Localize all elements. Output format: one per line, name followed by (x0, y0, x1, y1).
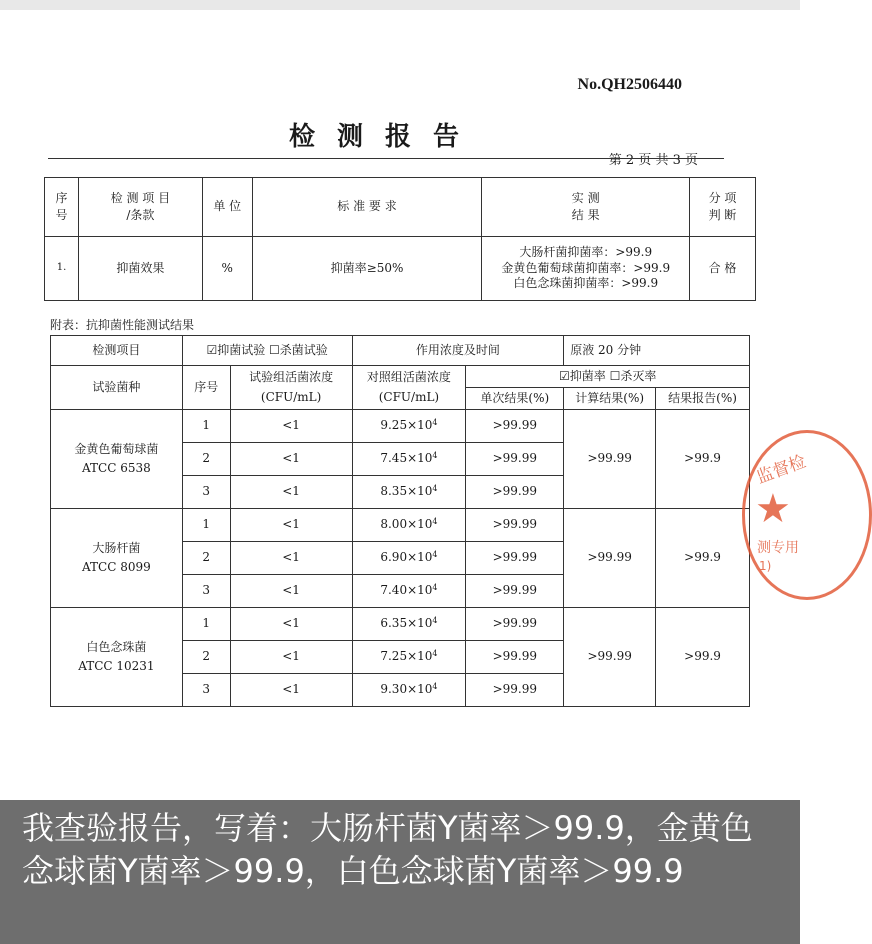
test-conc: <1 (230, 674, 352, 707)
row-judgment: 合 格 (690, 237, 756, 301)
summary-row (45, 237, 756, 301)
test-conc: <1 (230, 608, 352, 641)
title-divider (48, 158, 724, 159)
row-seq: 3 (182, 674, 230, 707)
header-report-result: 结果报告(%) (656, 388, 750, 410)
header-item: 检 测 项 目 /条款 (78, 178, 202, 237)
table-row (51, 509, 750, 542)
caption-text: 我查验报告，写着：大肠杆菌Y菌率＞99.9，金黄色念球菌Y菌率＞99.9，白色念球菌Y菌率＞99.9 (0, 800, 800, 944)
annex-table (50, 335, 750, 707)
calc-result: >99.99 (564, 608, 656, 707)
single-result: >99.99 (466, 641, 564, 674)
single-result: >99.99 (466, 410, 564, 443)
test-conc: <1 (230, 509, 352, 542)
header-rate-type: ☑抑菌率 ☐杀灭率 (466, 366, 750, 388)
single-result: >99.99 (466, 674, 564, 707)
calc-result: >99.99 (564, 509, 656, 608)
stamp-clip (742, 420, 809, 610)
control-conc: $7.25\times 10^4$ (352, 641, 466, 674)
header-control-group: 对照组活菌浓度 (CFU/mL) (352, 366, 466, 410)
table-row (51, 608, 750, 641)
official-stamp (742, 430, 872, 600)
header-seq: 序 号 (45, 178, 79, 237)
annex-header-row-2 (51, 366, 750, 388)
control-conc: $8.00\times 10^4$ (352, 509, 466, 542)
report-result: >99.9 (656, 509, 750, 608)
summary-table (44, 177, 756, 301)
stamp-text-bottom: 1) (759, 559, 772, 573)
header-conc-time: 作用浓度及时间 (352, 336, 564, 366)
strain-name: 白色念珠菌 ATCC 10231 (51, 608, 183, 707)
strain-name: 大肠杆菌 ATCC 8099 (51, 509, 183, 608)
control-conc: $6.90\times 10^4$ (352, 542, 466, 575)
stamp-text-top: 监督检 (753, 451, 809, 488)
report-result: >99.9 (656, 608, 750, 707)
summary-header-row (45, 178, 756, 237)
single-result: >99.99 (466, 575, 564, 608)
page-info: 第 2 页 共 3 页 (608, 153, 698, 168)
row-seq: 2 (182, 443, 230, 476)
header-strain: 试验菌种 (51, 366, 183, 410)
single-result: >99.99 (466, 476, 564, 509)
header-single-result: 单次结果(%) (466, 388, 564, 410)
test-conc: <1 (230, 443, 352, 476)
row-unit: % (202, 237, 252, 301)
header-standard: 标 准 要 求 (252, 178, 482, 237)
row-seq: 3 (182, 476, 230, 509)
row-item: 抑菌效果 (78, 237, 202, 301)
single-result: >99.99 (466, 608, 564, 641)
header-calc-result: 计算结果(%) (564, 388, 656, 410)
control-conc: $8.35\times 10^4$ (352, 476, 466, 509)
report-number: No.QH2506440 (577, 76, 682, 93)
header-test-type: ☑抑菌试验 ☐杀菌试验 (182, 336, 352, 366)
row-seq: 1 (182, 410, 230, 443)
single-result: >99.99 (466, 542, 564, 575)
control-conc: $7.45\times 10^4$ (352, 443, 466, 476)
row-seq: 3 (182, 575, 230, 608)
strain-name: 金黄色葡萄球菌 ATCC 6538 (51, 410, 183, 509)
test-conc: <1 (230, 641, 352, 674)
report-result: >99.9 (656, 410, 750, 509)
control-conc: $6.35\times 10^4$ (352, 608, 466, 641)
header-test-item: 检测项目 (51, 336, 183, 366)
test-conc: <1 (230, 542, 352, 575)
row-seq: 1 (182, 509, 230, 542)
table-row (51, 410, 750, 443)
row-seq: 1. (45, 237, 79, 301)
row-standard: 抑菌率≥50% (252, 237, 482, 301)
row-seq: 2 (182, 542, 230, 575)
annex-header-row-1 (51, 336, 750, 366)
control-conc: $9.25\times 10^4$ (352, 410, 466, 443)
top-bar (0, 0, 800, 10)
control-conc: $9.30\times 10^4$ (352, 674, 466, 707)
annex-title: 附表：抗抑菌性能测试结果 (50, 318, 195, 332)
row-seq: 2 (182, 641, 230, 674)
test-conc: <1 (230, 575, 352, 608)
test-conc: <1 (230, 410, 352, 443)
single-result: >99.99 (466, 509, 564, 542)
star-icon: ★ (755, 486, 791, 532)
stamp-text-mid: 测专用 (757, 540, 799, 556)
single-result: >99.99 (466, 443, 564, 476)
row-results: 大肠杆菌抑菌率：>99.9 金黄色葡萄球菌抑菌率：>99.9 白色念珠菌抑菌率：>99.9 (482, 237, 690, 301)
header-unit: 单 位 (202, 178, 252, 237)
report-title: 检测报告 (288, 122, 481, 152)
header-result: 实 测 结 果 (482, 178, 690, 237)
header-test-group: 试验组活菌浓度 (CFU/mL) (230, 366, 352, 410)
row-seq: 1 (182, 608, 230, 641)
header-conc-time-value: 原液 20 分钟 (564, 336, 750, 366)
header-seq-no: 序号 (182, 366, 230, 410)
test-conc: <1 (230, 476, 352, 509)
header-judgment: 分 项 判 断 (690, 178, 756, 237)
control-conc: $7.40\times 10^4$ (352, 575, 466, 608)
calc-result: >99.99 (564, 410, 656, 509)
